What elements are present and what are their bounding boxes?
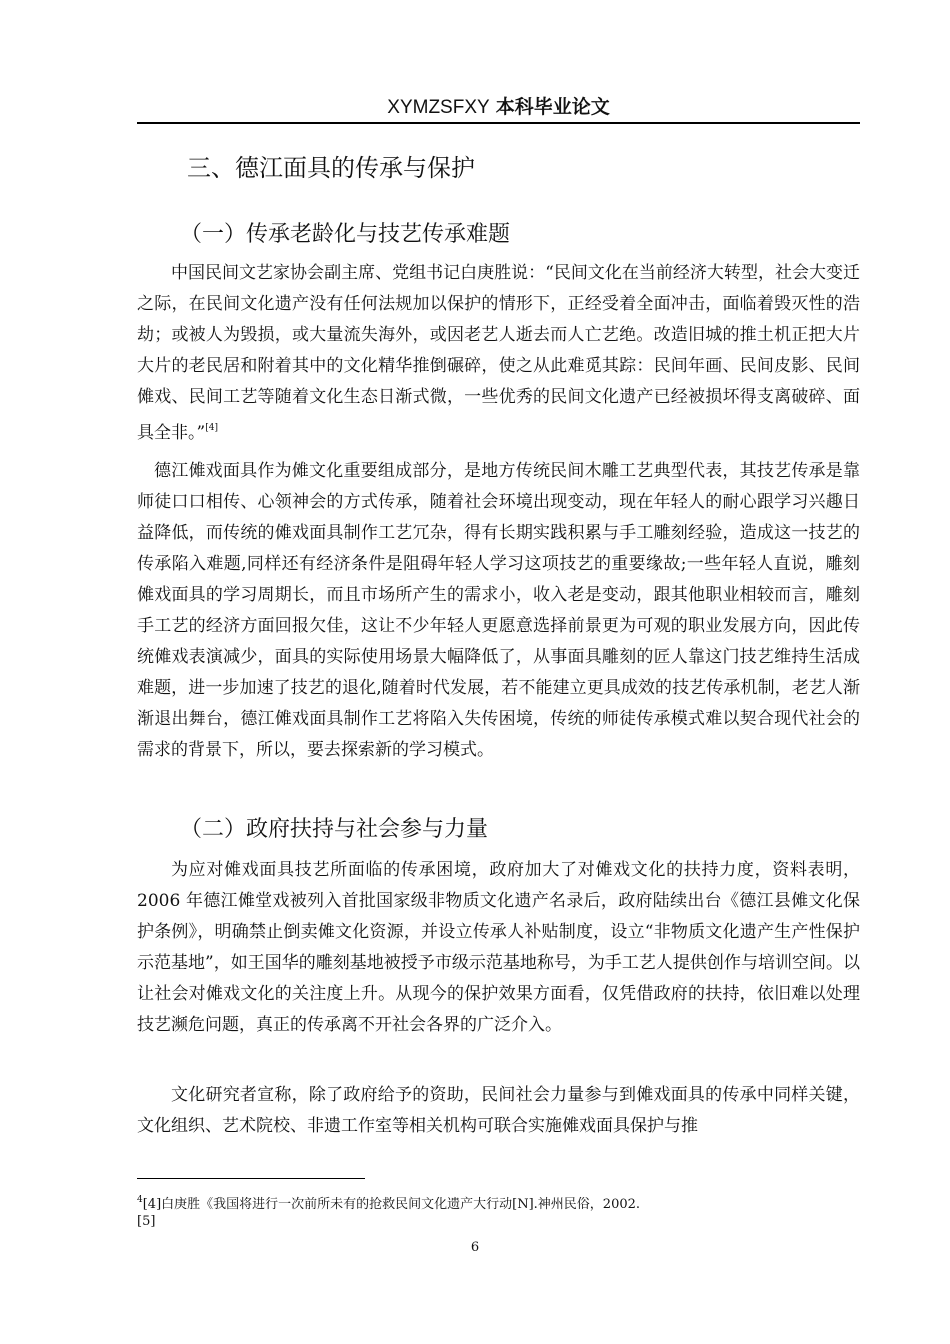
footnote-5 [137,1212,860,1232]
paragraph-quote [137,258,860,449]
header-brand: XYMZSFXY [387,97,490,118]
page-number: 6 [470,1240,480,1255]
subsection-title-2: （二）政府扶持与社会参与力量 [180,817,489,842]
running-header [137,92,860,124]
header-title: 本科毕业论文 [495,96,610,118]
paragraph-society: 文化研究者宣称，除了政府给予的资助，民间社会力量参与到傩戏面具的传承中同样关键，文化组织、艺术院校、非遗工作室等相关机构可联合实施傩戏面具保护与推 [137,1085,860,1136]
paragraph-inheritance: 德江傩戏面具作为傩文化重要组成部分，是地方传统民间木雕工艺典型代表，其技艺传承是靠师徒口口相传、心领神会的方式传承，随着社会环境出现变动，现在年轻人的耐心跟学习兴趣日益降低，而传统的傩戏面具制作工艺冗杂，得有长期实践积累与手工雕刻经验，造成这一技艺的传承陷入难题,同样还有经济条件是阻碍年轻人学习这项技艺的重要缘故;一些年轻人直说，雕刻傩戏面具的学习周期长，而且市场所产生的需求小，收入老是变动，跟其他职业相较而言，雕刻手工艺的经济方面回报欠佳，这让不少年轻人更愿意选择前景更为可观的职业发展方向，因此传统傩戏表演减少，面具的实际使用场景大幅降低了，从事面具雕刻的匠人靠这门技艺维持生活成难题，进一步加速了技艺的退化,随着时代发展，若不能建立更具成效的技艺传承机制，老艺人渐渐退出舞台，德江傩戏面具制作工艺将陷入失传困境，传统的师徒传承模式难以契合现代社会的需求的背景下，所以，要去探索新的学习模式。 [137,461,860,760]
paragraph-government: 为应对傩戏面具技艺所面临的传承困境，政府加大了对傩戏文化的扶持力度，资料表明，2006 年德江傩堂戏被列入首批国家级非物质文化遗产名录后，政府陆续出台《德江县傩文化保护条例》，明确禁止倒卖傩文化资源，并设立传承人补贴制度，设立“非物质文化遗产生产性保护示范基地”，如王国华的雕刻基地被授予市级示范基地称号，为手工艺人提供创作与培训空间。以让社会对傩戏文化的关注度上升。从现今的保护效果方面看，仅凭借政府的扶持，依旧难以处理技艺濒危问题，真正的传承离不开社会各界的广泛介入。 [137,860,860,1035]
footnote-mark: 4 [137,1195,143,1205]
section-title: 三、德江面具的传承与保护 [187,154,475,182]
subsection-title-1: （一）传承老龄化与技艺传承难题 [180,222,511,247]
paragraph-text: 中国民间文艺家协会副主席、党组书记白庚胜说：“民间文化在当前经济大转型，社会大变迁之际，在民间文化遗产没有任何法规加以保护的情形下，正经受着全面冲击，面临着毁灭性的浩劫；或被人为毁损，或大量流失海外，或因老艺人逝去而人亡艺绝。改造旧城的推土机正把大片大片的老民居和附着其中的文化精华推倒碾碎，使之从此难觅其踪：民间年画、民间皮影、民间傩戏、民间工艺等随着文化生态日渐式微，一些优秀的民间文化遗产已经被损坏得支离破碎、面具全非。” [137,263,860,443]
footnote-text: [4]白庚胜《我国将进行一次前所未有的抢救民间文化遗产大行动[N].神州民俗，2002. [142,1197,641,1212]
citation-ref: [4] [205,423,218,433]
footnote-divider [137,1178,365,1179]
footnote-text: [5] [137,1214,156,1229]
